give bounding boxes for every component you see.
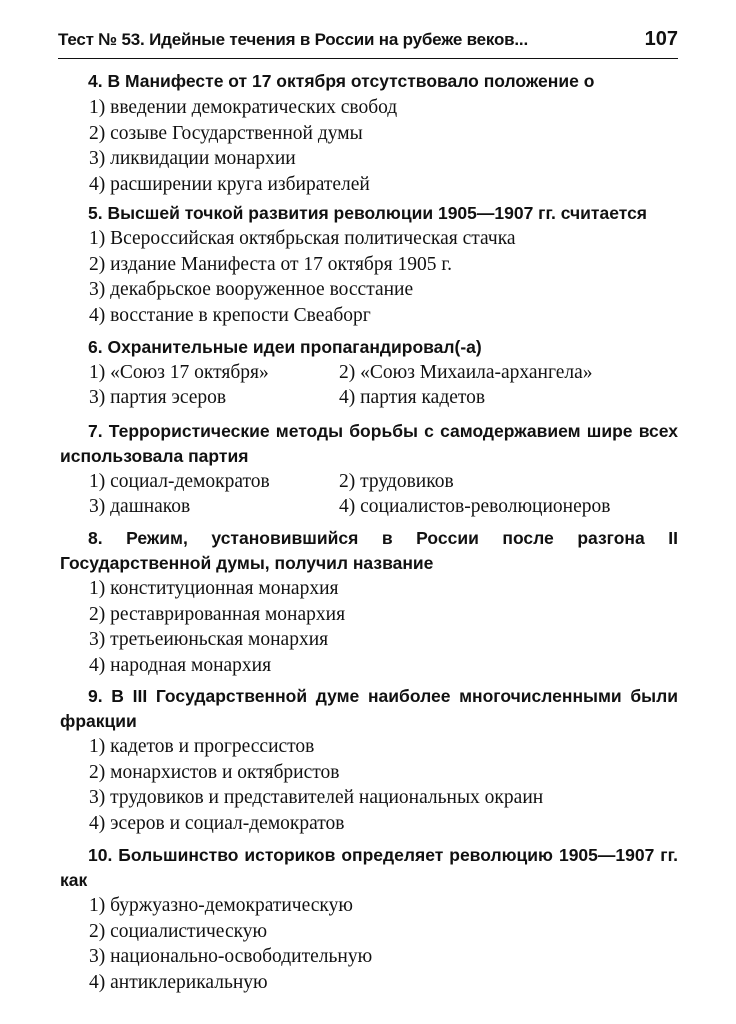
question-title: 6. Охранительные идеи пропагандировал(-а) [88, 337, 482, 357]
answer-option: 1) «Союз 17 октября» [89, 362, 269, 383]
answer-option: 4) партия кадетов [339, 387, 486, 408]
answer-option: 4) антиклерикальную [89, 971, 268, 993]
question-title: 4. В Манифесте от 17 октября отсутствовало положение о [88, 71, 595, 91]
answer-option: 2) издание Манифеста от 17 октября 1905 г. [89, 253, 452, 275]
question-title: 9. В III Государственной думе наиболее многочисленными были фракции [60, 686, 678, 731]
answer-options [89, 95, 709, 197]
answer-option: 1) введении демократических свобод [89, 97, 398, 118]
answer-option: 3) трудовиков и представителей национальных окраин [89, 787, 544, 808]
answer-options [89, 360, 709, 410]
answer-option: 4) восстание в крепости Свеаборг [89, 304, 371, 326]
answer-option: 4) расширении круга избирателей [89, 173, 370, 195]
answer-options [89, 893, 709, 995]
answer-option: 1) кадетов и прогрессистов [89, 736, 315, 757]
answer-option: 1) Всероссийская октябрьская политическая стачка [89, 228, 516, 249]
question-title: 5. Высшей точкой развития революции 1905—1907 гг. считается [88, 203, 648, 223]
page-header [58, 28, 678, 59]
answer-option: 1) буржуазно-демократическую [89, 895, 353, 916]
answer-option: 3) дашнаков [89, 496, 191, 517]
answer-option: 3) национально-освободительную [89, 946, 373, 967]
page-number: 107 [644, 28, 678, 50]
answer-option: 2) социалистическую [89, 920, 268, 942]
answer-option: 1) социал-демократов [89, 471, 270, 492]
answer-option: 2) «Союз Михаила-архангела» [339, 362, 593, 383]
answer-option: 3) партия эсеров [89, 387, 227, 408]
answer-option: 3) декабрьское вооруженное восстание [89, 279, 414, 300]
answer-options [89, 226, 709, 328]
question-title: 10. Большинство историков определяет революцию 1905—1907 гг. как [60, 845, 678, 890]
answer-options [89, 734, 709, 836]
answer-option: 4) социалистов-революционеров [339, 496, 611, 517]
answer-options [89, 576, 709, 678]
answer-option: 4) эсеров и социал-демократов [89, 812, 345, 834]
answer-option: 1) конституционная монархия [89, 578, 339, 599]
answer-options [89, 469, 709, 519]
answer-option: 2) трудовиков [339, 471, 454, 492]
question-title: 8. Режим, установившийся в России после разгона II Государственной думы, получил название [60, 528, 678, 573]
answer-option: 3) ликвидации монархии [89, 148, 296, 169]
question-title: 7. Террористические методы борьбы с самодержавием шире всех использовала партия [60, 421, 678, 466]
answer-option: 2) созыве Государственной думы [89, 122, 363, 144]
running-title: Тест № 53. Идейные течения в России на рубеже веков... [58, 30, 528, 49]
answer-option: 3) третьеиюньская монархия [89, 629, 329, 650]
answer-option: 2) монархистов и октябристов [89, 761, 340, 783]
answer-option: 4) народная монархия [89, 654, 272, 676]
answer-option: 2) реставрированная монархия [89, 603, 346, 625]
